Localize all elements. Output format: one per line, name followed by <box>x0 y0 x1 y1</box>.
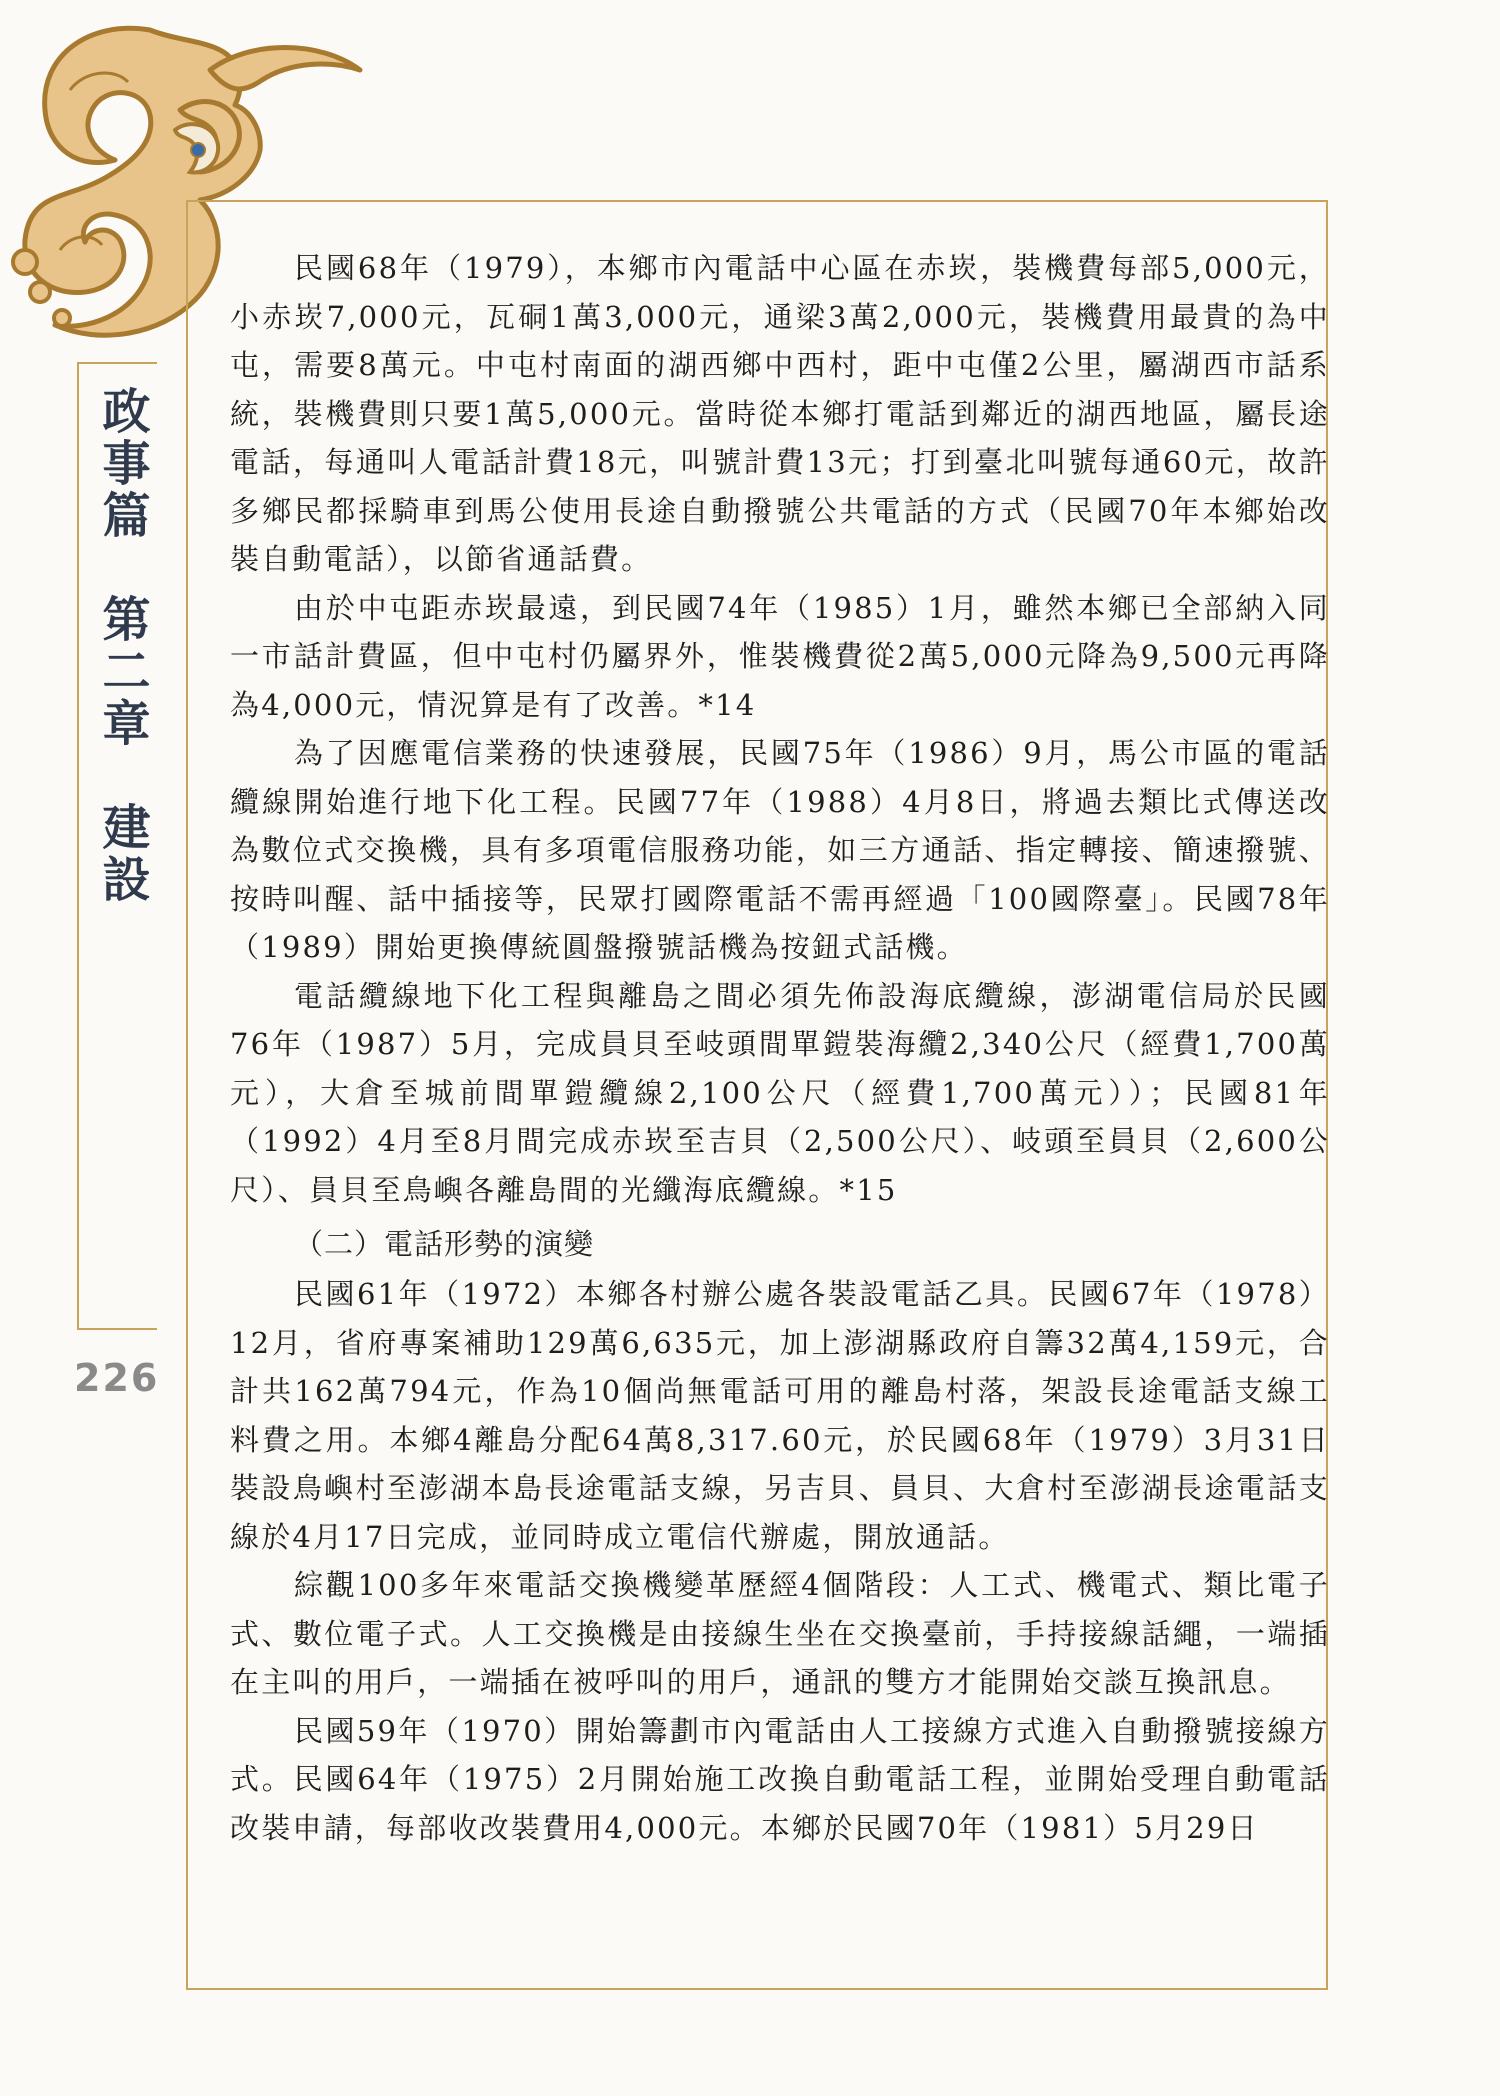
paragraph: 綜觀100多年來電話交換機變革歷經4個階段：人工式、機電式、類比電子式、數位電子式。人工交換機是由接線生坐在交換臺前，手持接線話繩，一端插在主叫的用戶，一端插在被呼叫的用戶，通訊的雙方才能開始交談互換訊息。 <box>230 1568 1330 1699</box>
paragraph: 由於中屯距赤崁最遠，到民國74年（1985）1月，雖然本鄉已全部納入同一市話計費區，但中屯村仍屬界外，惟裝機費從2萬5,000元降為9,500元再降為4,000元，情況算是有了改善。*14 <box>230 590 1330 722</box>
section-heading: （二）電話形勢的演變 <box>294 1227 595 1261</box>
body-text <box>230 244 1330 1852</box>
paragraph: 民國61年（1972）本鄉各村辦公處各裝設電話乙具。民國67年（1978）12月，省府專案補助129萬6,635元，加上澎湖縣政府自籌32萬4,159元，合計共162萬794元，作為10個尚無電話可用的離島村落，架設長途電話支線工料費之用。本鄉4離島分配64萬8,317.60元，於民國68年（1979）3月31日裝設鳥嶼村至澎湖本島長途電話支線，另吉貝、員貝、大倉村至澎湖長途電話支線於4月17日完成，並同時成立電信代辦處，開放通話。 <box>230 1277 1330 1554</box>
paragraph: 民國68年（1979），本鄉市內電話中心區在赤崁，裝機費每部5,000元，小赤崁7,000元，瓦硐1萬3,000元，通梁3萬2,000元，裝機費用最貴的為中屯，需要8萬元。中屯村南面的湖西鄉中西村，距中屯僅2公里，屬湖西市話系統，裝機費則只要1萬5,000元。當時從本鄉打電話到鄰近的湖西地區，屬長途電話，每通叫人電話計費18元，叫號計費13元；打到臺北叫號每通60元，故許多鄉民都採騎車到馬公使用長途自動撥號公共電話的方式（民國70年本鄉始改裝自動電話），以節省通話費。 <box>230 251 1330 576</box>
paragraph: 電話纜線地下化工程與離島之間必須先佈設海底纜線，澎湖電信局於民國76年（1987）5月，完成員貝至岐頭間單鎧裝海纜2,340公尺（經費1,700萬元），大倉至城前間單鎧纜線2,100公尺（經費1,700萬元））；民國81年（1992）4月至8月間完成赤崁至吉貝（2,500公尺）、岐頭至員貝（2,600公尺）、員貝至鳥嶼各離島間的光纖海底纜線。*15 <box>230 978 1330 1207</box>
page-number: 226 <box>74 1356 160 1400</box>
chapter-title: 政事篇 第二章 建設 <box>94 386 150 906</box>
paragraph: 為了因應電信業務的快速發展，民國75年（1986）9月，馬公市區的電話纜線開始進行地下化工程。民國77年（1988）4月8日，將過去類比式傳送改為數位式交換機，具有多項電信服務功能，如三方通話、指定轉接、簡速撥號、按時叫醒、話中插接等，民眾打國際電話不需再經過「100國際臺」。民國78年（1989）開始更換傳統圓盤撥號話機為按鈕式話機。 <box>230 736 1330 964</box>
paragraph: 民國59年（1970）開始籌劃市內電話由人工接線方式進入自動撥號接線方式。民國64年（1975）2月開始施工改換自動電話工程，並開始受理自動電話改裝申請，每部收改裝費用4,000元。本鄉於民國70年（1981）5月29日 <box>230 1713 1330 1845</box>
